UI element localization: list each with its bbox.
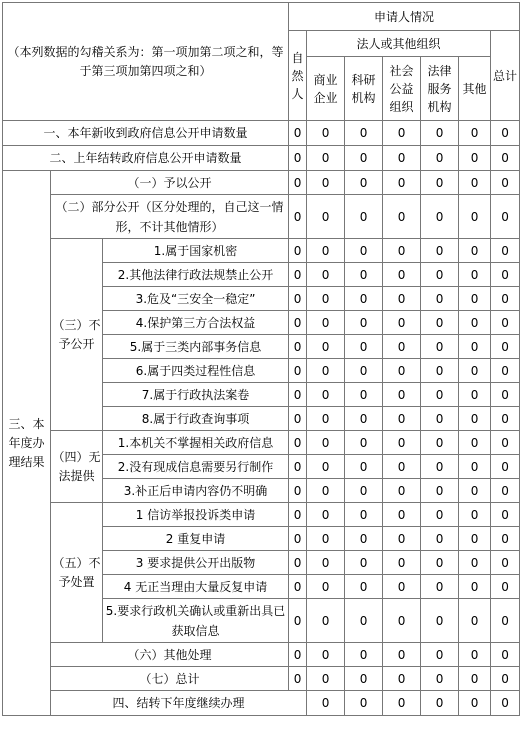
not-disclosed-reason-value: 0: [491, 311, 520, 335]
row-disclosed-value: 0: [421, 171, 459, 195]
not-processed-reason-value: 0: [459, 599, 491, 643]
row-disclosed-value: 0: [289, 171, 307, 195]
not-disclosed-reason-value: 0: [383, 407, 421, 431]
unable-reason-value: 0: [421, 431, 459, 455]
not-processed-reason-value: 0: [459, 503, 491, 527]
not-disclosed-reason-value: 0: [491, 287, 520, 311]
not-processed-reason-value: 0: [289, 551, 307, 575]
unable-reason-label: 1.本机关不掌握相关政府信息: [103, 431, 289, 455]
row-carryover-value: 0: [383, 146, 421, 171]
not-processed-reason-label: 3 要求提供公开出版物: [103, 551, 289, 575]
row-other-handling-value: 0: [459, 643, 491, 667]
not-disclosed-reason-value: 0: [307, 335, 345, 359]
not-disclosed-reason-value: 0: [491, 335, 520, 359]
group-unable-label: （四）无法提供: [51, 431, 103, 503]
not-processed-reason-value: 0: [491, 551, 520, 575]
row-disclosed-value: 0: [459, 171, 491, 195]
row-carry-forward-value: 0: [491, 691, 520, 716]
row-carry-forward-value: 0: [421, 691, 459, 716]
table-row: [3, 643, 520, 667]
row-other-handling-value: 0: [421, 643, 459, 667]
not-processed-reason-value: 0: [289, 575, 307, 599]
not-disclosed-reason-value: 0: [383, 335, 421, 359]
header-note: （本列数据的勾稽关系为：第一项加第二项之和，等于第三项加第四项之和）: [3, 3, 289, 121]
not-processed-reason-value: 0: [459, 551, 491, 575]
unable-reason-value: 0: [289, 431, 307, 455]
not-disclosed-reason-label: 3.危及“三安全一稳定”: [103, 287, 289, 311]
row-carryover-value: 0: [459, 146, 491, 171]
not-disclosed-reason-value: 0: [383, 287, 421, 311]
not-disclosed-reason-value: 0: [459, 359, 491, 383]
row-section-total-value: 0: [307, 667, 345, 691]
not-disclosed-reason-value: 0: [345, 239, 383, 263]
row-new-requests-value: 0: [383, 121, 421, 146]
row-partial-value: 0: [345, 195, 383, 239]
not-disclosed-reason-value: 0: [421, 335, 459, 359]
section-results-label: 三、本年度办理结果: [3, 171, 51, 716]
not-processed-reason-label: 1 信访举报投诉类申请: [103, 503, 289, 527]
unable-reason-value: 0: [307, 431, 345, 455]
unable-reason-value: 0: [289, 455, 307, 479]
row-other-handling-label: （六）其他处理: [51, 643, 289, 667]
not-processed-reason-value: 0: [345, 551, 383, 575]
row-carryover-label: 二、上年结转政府信息公开申请数量: [3, 146, 289, 171]
table-row: [3, 503, 520, 527]
not-disclosed-reason-value: 0: [459, 383, 491, 407]
header-total: 总计: [491, 31, 520, 121]
not-processed-reason-value: 0: [307, 551, 345, 575]
not-processed-reason-value: 0: [383, 575, 421, 599]
not-processed-reason-value: 0: [307, 527, 345, 551]
disclosure-stats-table: [2, 2, 520, 716]
not-disclosed-reason-value: 0: [307, 287, 345, 311]
row-new-requests-value: 0: [289, 121, 307, 146]
not-disclosed-reason-value: 0: [307, 383, 345, 407]
not-disclosed-reason-value: 0: [491, 239, 520, 263]
not-disclosed-reason-label: 8.属于行政查询事项: [103, 407, 289, 431]
not-disclosed-reason-label: 4.保护第三方合法权益: [103, 311, 289, 335]
not-processed-reason-value: 0: [459, 527, 491, 551]
not-processed-reason-label: 5.要求行政机关确认或重新出具已获取信息: [103, 599, 289, 643]
row-other-handling-value: 0: [307, 643, 345, 667]
not-disclosed-reason-value: 0: [421, 407, 459, 431]
header-col-public-welfare: 社会公益组织: [383, 57, 421, 121]
row-section-total-value: 0: [289, 667, 307, 691]
not-disclosed-reason-value: 0: [307, 407, 345, 431]
row-carry-forward-label: 四、结转下年度继续办理: [51, 691, 307, 716]
row-partial-value: 0: [491, 195, 520, 239]
header-natural-person: 自然人: [289, 31, 307, 121]
not-disclosed-reason-value: 0: [383, 311, 421, 335]
group-not-processed-label: （五）不予处置: [51, 503, 103, 643]
not-processed-reason-value: 0: [491, 599, 520, 643]
header-legal-org: 法人或其他组织: [307, 31, 491, 57]
row-carry-forward-value: 0: [307, 691, 345, 716]
not-processed-reason-value: 0: [383, 527, 421, 551]
header-col-legal-service: 法律服务机构: [421, 57, 459, 121]
row-partial-value: 0: [459, 195, 491, 239]
row-partial-value: 0: [307, 195, 345, 239]
not-disclosed-reason-label: 1.属于国家机密: [103, 239, 289, 263]
row-section-total-value: 0: [383, 667, 421, 691]
not-disclosed-reason-value: 0: [345, 287, 383, 311]
not-processed-reason-value: 0: [491, 503, 520, 527]
not-disclosed-reason-value: 0: [289, 287, 307, 311]
table-row: [3, 146, 520, 171]
not-disclosed-reason-value: 0: [345, 263, 383, 287]
row-other-handling-value: 0: [289, 643, 307, 667]
table-row: [3, 239, 520, 263]
row-disclosed-label: （一）予以公开: [51, 171, 289, 195]
not-disclosed-reason-value: 0: [345, 407, 383, 431]
not-disclosed-reason-value: 0: [421, 263, 459, 287]
not-disclosed-reason-value: 0: [421, 287, 459, 311]
not-disclosed-reason-value: 0: [345, 359, 383, 383]
not-disclosed-reason-value: 0: [491, 383, 520, 407]
row-other-handling-value: 0: [345, 643, 383, 667]
header-col-other: 其他: [459, 57, 491, 121]
row-section-total-value: 0: [421, 667, 459, 691]
header-col-research: 科研机构: [345, 57, 383, 121]
not-disclosed-reason-value: 0: [307, 311, 345, 335]
row-carryover-value: 0: [421, 146, 459, 171]
not-processed-reason-value: 0: [289, 527, 307, 551]
row-partial-label: （二）部分公开（区分处理的，自己这一情形，不计其他情形）: [51, 195, 289, 239]
not-disclosed-reason-label: 6.属于四类过程性信息: [103, 359, 289, 383]
row-carry-forward-value: 0: [459, 691, 491, 716]
not-processed-reason-value: 0: [307, 575, 345, 599]
unable-reason-value: 0: [307, 455, 345, 479]
header-col-business: 商业企业: [307, 57, 345, 121]
not-disclosed-reason-value: 0: [421, 359, 459, 383]
not-disclosed-reason-value: 0: [289, 407, 307, 431]
unable-reason-label: 2.没有现成信息需要另行制作: [103, 455, 289, 479]
row-carry-forward-value: 0: [345, 691, 383, 716]
row-carryover-value: 0: [345, 146, 383, 171]
unable-reason-value: 0: [459, 455, 491, 479]
row-section-total-value: 0: [459, 667, 491, 691]
not-disclosed-reason-value: 0: [383, 263, 421, 287]
row-carryover-value: 0: [307, 146, 345, 171]
not-disclosed-reason-value: 0: [383, 239, 421, 263]
row-new-requests-value: 0: [307, 121, 345, 146]
row-new-requests-value: 0: [421, 121, 459, 146]
not-disclosed-reason-value: 0: [289, 239, 307, 263]
row-new-requests-value: 0: [459, 121, 491, 146]
not-processed-reason-value: 0: [345, 527, 383, 551]
not-disclosed-reason-value: 0: [459, 239, 491, 263]
group-not-disclosed-label: （三）不予公开: [51, 239, 103, 431]
unable-reason-value: 0: [491, 455, 520, 479]
unable-reason-value: 0: [307, 479, 345, 503]
table-row: [3, 431, 520, 455]
row-new-requests-value: 0: [491, 121, 520, 146]
not-disclosed-reason-value: 0: [345, 311, 383, 335]
row-other-handling-value: 0: [491, 643, 520, 667]
not-disclosed-reason-value: 0: [421, 383, 459, 407]
not-processed-reason-value: 0: [421, 503, 459, 527]
not-disclosed-reason-value: 0: [491, 263, 520, 287]
not-disclosed-reason-label: 2.其他法律行政法规禁止公开: [103, 263, 289, 287]
not-disclosed-reason-value: 0: [459, 287, 491, 311]
not-disclosed-reason-value: 0: [289, 383, 307, 407]
not-disclosed-reason-value: 0: [459, 263, 491, 287]
not-disclosed-reason-value: 0: [289, 311, 307, 335]
table-row: [3, 667, 520, 691]
unable-reason-value: 0: [345, 431, 383, 455]
not-disclosed-reason-value: 0: [383, 359, 421, 383]
row-section-total-value: 0: [345, 667, 383, 691]
row-disclosed-value: 0: [307, 171, 345, 195]
not-processed-reason-value: 0: [345, 575, 383, 599]
row-new-requests-label: 一、本年新收到政府信息公开申请数量: [3, 121, 289, 146]
not-disclosed-reason-value: 0: [459, 311, 491, 335]
table-row: [3, 171, 520, 195]
not-processed-reason-value: 0: [421, 599, 459, 643]
not-processed-reason-value: 0: [491, 527, 520, 551]
unable-reason-value: 0: [345, 455, 383, 479]
not-disclosed-reason-value: 0: [307, 263, 345, 287]
unable-reason-value: 0: [459, 479, 491, 503]
row-carry-forward-value: 0: [383, 691, 421, 716]
unable-reason-value: 0: [491, 431, 520, 455]
unable-reason-value: 0: [421, 455, 459, 479]
row-disclosed-value: 0: [491, 171, 520, 195]
not-processed-reason-value: 0: [459, 575, 491, 599]
unable-reason-value: 0: [491, 479, 520, 503]
row-section-total-label: （七）总计: [51, 667, 289, 691]
not-disclosed-reason-value: 0: [383, 383, 421, 407]
unable-reason-value: 0: [459, 431, 491, 455]
not-disclosed-reason-value: 0: [289, 335, 307, 359]
not-disclosed-reason-value: 0: [459, 407, 491, 431]
not-disclosed-reason-value: 0: [491, 359, 520, 383]
unable-reason-value: 0: [383, 479, 421, 503]
row-partial-value: 0: [421, 195, 459, 239]
not-disclosed-reason-value: 0: [421, 311, 459, 335]
table-row: [3, 121, 520, 146]
not-processed-reason-value: 0: [421, 551, 459, 575]
row-new-requests-value: 0: [345, 121, 383, 146]
not-processed-reason-value: 0: [383, 551, 421, 575]
not-processed-reason-value: 0: [289, 599, 307, 643]
not-processed-reason-value: 0: [345, 503, 383, 527]
not-processed-reason-value: 0: [383, 503, 421, 527]
not-disclosed-reason-value: 0: [421, 239, 459, 263]
not-processed-reason-value: 0: [421, 527, 459, 551]
not-processed-reason-value: 0: [307, 599, 345, 643]
unable-reason-value: 0: [383, 455, 421, 479]
not-processed-reason-value: 0: [383, 599, 421, 643]
table-row: [3, 691, 520, 716]
row-partial-value: 0: [289, 195, 307, 239]
not-disclosed-reason-value: 0: [345, 383, 383, 407]
not-disclosed-reason-value: 0: [307, 359, 345, 383]
not-processed-reason-value: 0: [289, 503, 307, 527]
row-section-total-value: 0: [491, 667, 520, 691]
not-processed-reason-label: 4 无正当理由大量反复申请: [103, 575, 289, 599]
unable-reason-value: 0: [345, 479, 383, 503]
unable-reason-value: 0: [383, 431, 421, 455]
unable-reason-value: 0: [289, 479, 307, 503]
not-disclosed-reason-value: 0: [459, 335, 491, 359]
not-disclosed-reason-value: 0: [289, 359, 307, 383]
not-processed-reason-value: 0: [307, 503, 345, 527]
row-disclosed-value: 0: [383, 171, 421, 195]
row-other-handling-value: 0: [383, 643, 421, 667]
not-processed-reason-value: 0: [421, 575, 459, 599]
not-processed-reason-value: 0: [491, 575, 520, 599]
not-disclosed-reason-value: 0: [491, 407, 520, 431]
not-disclosed-reason-value: 0: [345, 335, 383, 359]
not-processed-reason-label: 2 重复申请: [103, 527, 289, 551]
not-processed-reason-value: 0: [345, 599, 383, 643]
row-disclosed-value: 0: [345, 171, 383, 195]
header-applicant-status: 申请人情况: [289, 3, 520, 31]
row-carryover-value: 0: [289, 146, 307, 171]
not-disclosed-reason-label: 7.属于行政执法案卷: [103, 383, 289, 407]
not-disclosed-reason-label: 5.属于三类内部事务信息: [103, 335, 289, 359]
unable-reason-value: 0: [421, 479, 459, 503]
table-row: [3, 195, 520, 239]
not-disclosed-reason-value: 0: [289, 263, 307, 287]
unable-reason-label: 3.补正后申请内容仍不明确: [103, 479, 289, 503]
row-partial-value: 0: [383, 195, 421, 239]
row-carryover-value: 0: [491, 146, 520, 171]
not-disclosed-reason-value: 0: [307, 239, 345, 263]
